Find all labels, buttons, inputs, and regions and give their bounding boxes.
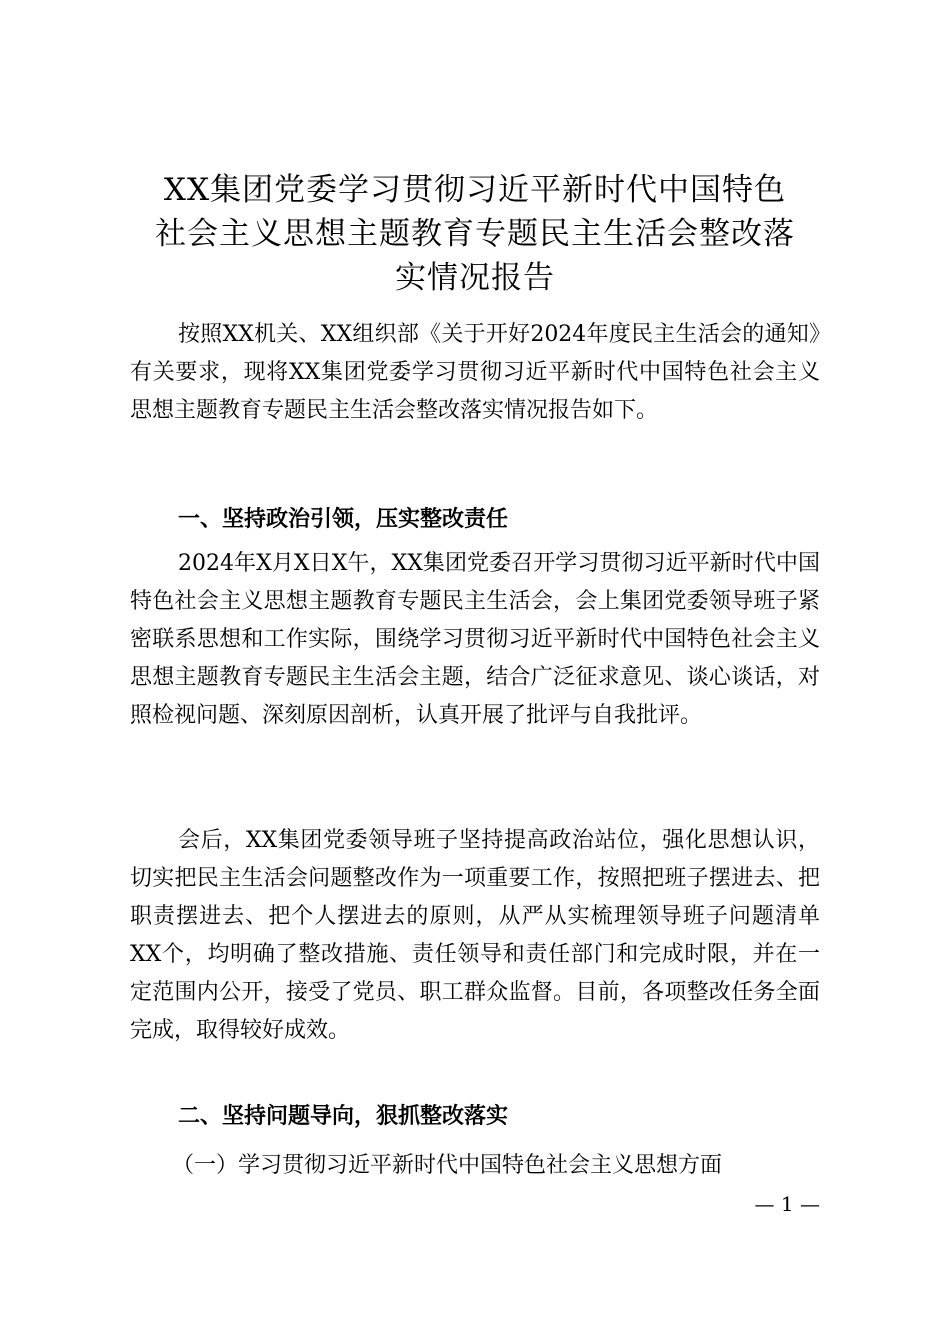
- document-title: [120, 168, 830, 300]
- page-number: — 1 —: [754, 1192, 820, 1216]
- section-1-paragraph-1: 2024年X月X日X午，XX集团党委召开学习贯彻习近平新时代中国特色社会主义思想主题教育专题民主生活会，会上集团党委领导班子紧密联系思想和工作实际，围绕学习贯彻习近平新时代中国特色社会主义思想主题教育专题民主生活会主题，结合广泛征求意见、谈心谈话，对照检视问题、深刻原因剖析，认真开展了批评与自我批评。: [130, 551, 820, 728]
- section-1-paragraph-2: 会后，XX集团党委领导班子坚持提高政治站位，强化思想认识，切实把民主生活会问题整改作为一项重要工作，按照把班子摆进去、把职责摆进去、把个人摆进去的原则，从严从实梳理领导班子问题清单XX个，均明确了整改措施、责任领导和责任部门和完成时限，并在一定范围内公开，接受了党员、职工群众监督。目前，各项整改任务全面完成，取得较好成效。: [130, 828, 820, 1043]
- title-line-3: 实情况报告: [395, 260, 555, 296]
- title-line-1: XX集团党委学习贯彻习近平新时代中国特色: [163, 172, 787, 208]
- section-2-subheading-1: （一）学习贯彻习近平新时代中国特色社会主义思想方面: [172, 1153, 723, 1178]
- section-1-heading: 一、坚持政治引领，压实整改责任: [178, 507, 509, 532]
- intro-paragraph: 按照XX机关、XX组织部《关于开好2024年度民主生活会的通知》有关要求，现将XX集团党委学习贯彻习近平新时代中国特色社会主义思想主题教育专题民主生活会整改落实情况报告如下。: [130, 322, 820, 423]
- title-line-2: 社会主义思想主题教育专题民主生活会整改落: [155, 216, 795, 252]
- section-2-heading: 二、坚持问题导向，狠抓整改落实: [178, 1104, 509, 1129]
